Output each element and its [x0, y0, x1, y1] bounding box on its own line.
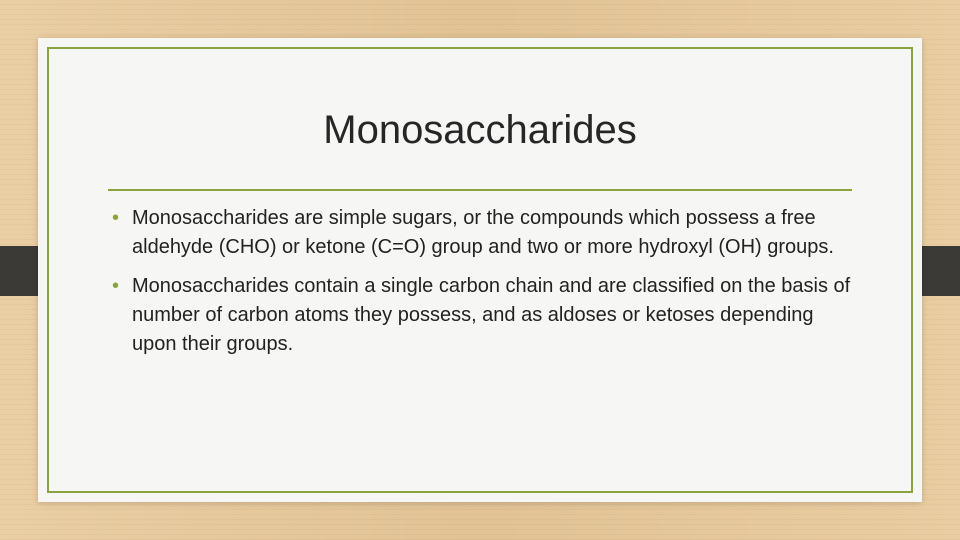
- bullet-icon: •: [112, 275, 120, 297]
- bullet-text: Monosaccharides contain a single carbon chain and are classified on the basis of number of carbon atoms they possess, and as aldoses or ketoses depending upon their groups.: [132, 275, 851, 355]
- bullet-list: [112, 204, 852, 369]
- slide-title: Monosaccharides: [323, 108, 637, 152]
- bullet-item: [112, 272, 852, 359]
- title-divider: [108, 189, 852, 191]
- bullet-text: Monosaccharides are simple sugars, or the compounds which possess a free aldehyde (CHO) or ketone (C=O) group and two or more hydroxyl (OH) groups.: [132, 207, 834, 258]
- bullet-item: [112, 204, 852, 262]
- slide-card: [38, 38, 922, 502]
- bullet-icon: •: [112, 207, 120, 229]
